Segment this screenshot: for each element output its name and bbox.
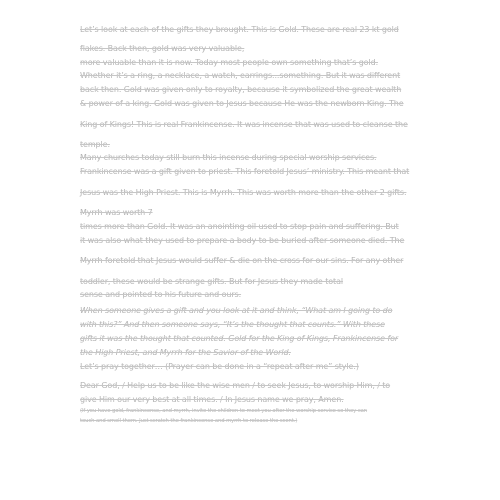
text-line: Whether it’s a ring, a necklace, a watch, earrings...something. But it was different [80,71,401,80]
text-line: Myrrh was worth 7 [80,208,153,217]
prayer-intro-line: Let’s pray together… (Prayer can be done in a “repeat after me” style.) [80,362,359,371]
text-line-italic: the High Priest, and Myrrh for the Savior of the World. [80,348,291,357]
footnote-line: (If you have gold, frankincense, and myrrh, invite the children to meet you after the worship service so they can [80,408,368,414]
prayer-line: Dear God, / Help us to be like the wise men / to seek Jesus, to worship Him, / to [80,381,391,390]
text-line: back then. Gold was given only to royalty, because it symbolized the great wealth [80,85,402,94]
text-line: & power of a king. Gold was given to Jesus because He was the newborn King. The [80,99,404,108]
prayer-line: give Him our very best at all times. / In Jesus name we pray, Amen. [80,395,344,404]
text-line: Frankincense was a gift given to priest. This foretold Jesus’ ministry. This meant that [80,167,410,176]
text-line: Many churches today still burn this incense during special worship services. [80,153,377,162]
text-line: Let’s look at each of the gifts they brought. This is Gold. These are real 23 kt gold [80,25,399,34]
text-line: Jesus was the High Priest. This is Myrrh. This was worth more than the other 2 gifts. [80,188,407,197]
text-line: toddler, these would be strange gifts. But for Jesus they made total [80,277,343,286]
text-line: temple. [80,140,110,149]
text-line-italic: When someone gives a gift and you look at it and think, “What am I going to do [80,306,393,315]
text-line: Myrrh foretold that Jesus would suffer & die on the cross for our sins. For any other [80,256,404,265]
text-line: King of Kings! This is real Frankincense. It was incense that was used to cleanse the [80,120,408,129]
text-line: flakes. Back then, gold was very valuable, [80,44,245,53]
text-line-italic: gifts it was the thought that counted. Gold for the King of Kings, Frankincense for [80,334,399,343]
text-line: more valuable than it is now. Today most people own something that’s gold. [80,58,379,67]
text-line: sense and pointed to his future and ours. [80,290,242,299]
footnote-line: touch and smell them. Just scratch the frankincense and myrrh to release the scent.) [80,418,298,424]
text-line: it was also what they used to prepare a body to be buried after someone died. The [80,236,405,245]
text-line-italic: with this?” And then someone says, “It’s the thought that counts.” With these [80,320,385,329]
text-line: times more than Gold. It was an anointing oil used to stop pain and suffering. But [80,222,399,231]
